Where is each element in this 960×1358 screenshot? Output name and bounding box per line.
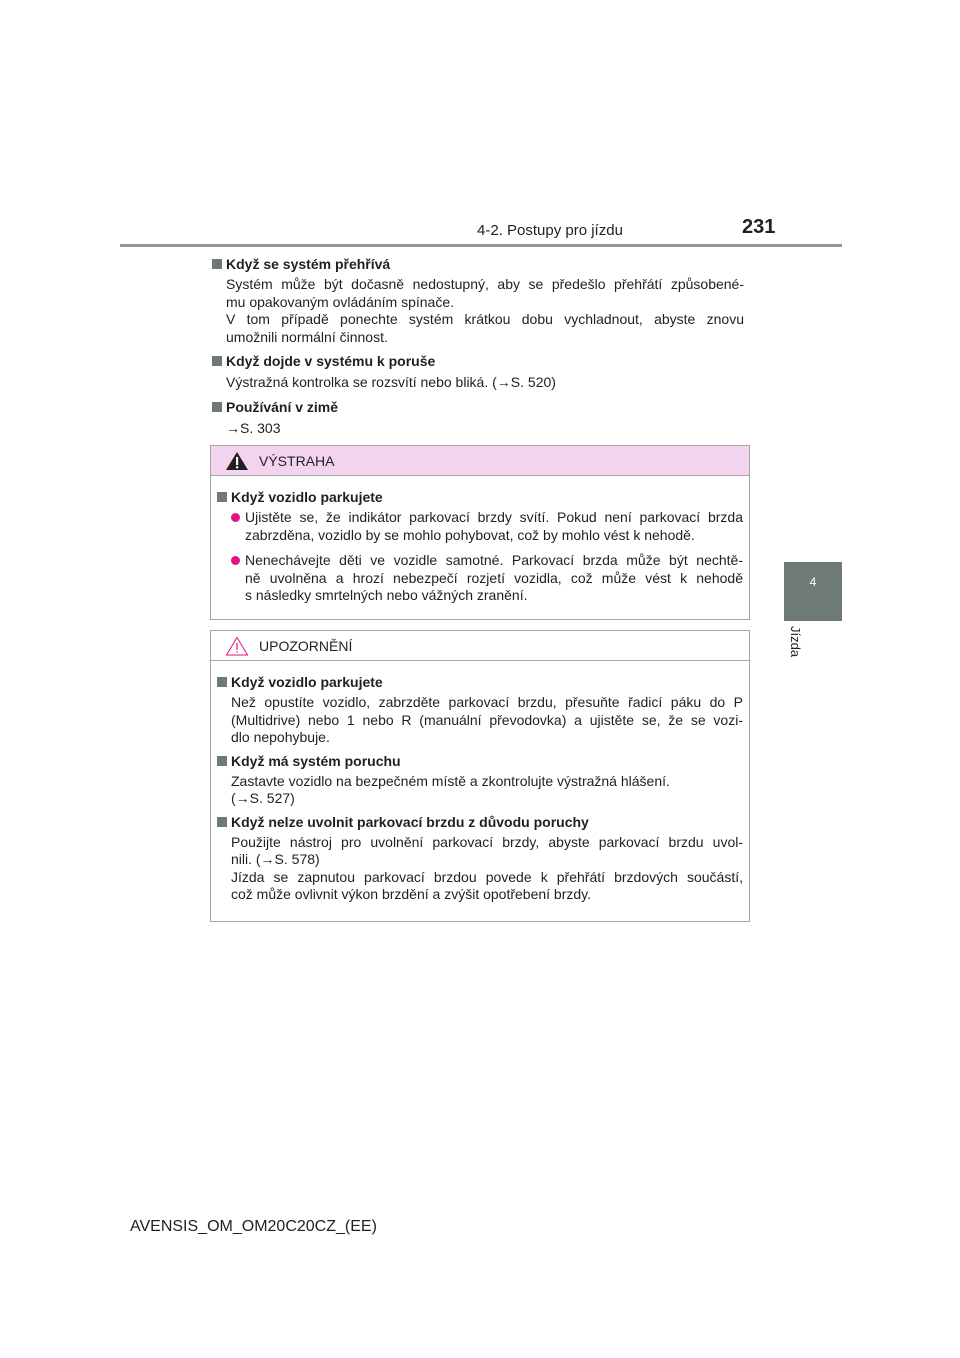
- square-bullet-icon: [212, 356, 222, 366]
- section-heading: Používání v zimě: [212, 397, 744, 417]
- section-heading: Když se systém přehřívá: [212, 254, 744, 274]
- square-bullet-icon: [212, 259, 222, 269]
- list-item: Ujistěte se, že indikátor parkovací brzdy svítí. Pokud není parkovací brzda zabrzděna, vozidlo by se mohlo pohybovat, což by mohlo vést k nehodě.: [231, 509, 743, 544]
- square-bullet-icon: [212, 402, 222, 412]
- document-code: AVENSIS_OM_OM20C20CZ_(EE): [130, 1218, 377, 1235]
- square-bullet-icon: [217, 756, 227, 766]
- caution-box: [210, 630, 750, 922]
- square-bullet-icon: [217, 677, 227, 687]
- warning-body: [211, 476, 749, 605]
- bullet-dot-icon: [231, 513, 240, 522]
- paragraph: Výstražná kontrolka se rozsvítí nebo bliká. (→S. 520): [226, 374, 556, 390]
- paragraph: →S. 303: [226, 419, 281, 436]
- paragraph: Systém může být dočasně nedostupný, aby se předešlo přehřátí způsobené- mu opakovaným ovládáním spínače. V tom případě ponechte systém krátkou dobu vychladnout, abyste znovu umožnili normální činnost.: [226, 276, 744, 345]
- header-divider: [120, 244, 842, 247]
- bullet-dot-icon: [231, 556, 240, 565]
- warning-header: VÝSTRAHA: [211, 446, 749, 476]
- section-heading: Když dojde v systému k poruše: [212, 351, 744, 371]
- caution-triangle-icon: [225, 636, 249, 656]
- list-item: Nenechávejte děti ve vozidle samotné. Parkovací brzda může být nechtě- ně uvolněna a hrozí nebezpečí rozjetí vozidla, což může vést k nehodě s následky smrtelných nebo vážných zranění.: [231, 552, 743, 605]
- section-heading: Když vozidlo parkujete: [217, 487, 743, 507]
- paragraph: Zastavte vozidlo na bezpečném místě a zkontrolujte výstražná hlášení. (→S. 527): [231, 772, 670, 806]
- warning-triangle-icon: [225, 451, 249, 471]
- chapter-number: 4: [809, 575, 817, 589]
- section-heading: Když má systém poruchu: [217, 751, 743, 771]
- warning-box: [210, 445, 750, 620]
- chapter-tab: [784, 562, 842, 621]
- section-heading: Když vozidlo parkujete: [217, 672, 743, 692]
- page-number: 231: [742, 216, 776, 238]
- main-text: [212, 254, 744, 437]
- caution-header: UPOZORNĚNÍ: [211, 631, 749, 661]
- paragraph: Použijte nástroj pro uvolnění parkovací brzdy, abyste parkovací brzdu uvol- nili. (→S. 578) Jízda se zapnutou parkovací brzdou povede k přehřátí brzdových součástí, což může ovlivnit výkon brzdění a zvýšit opotřebení brzdy.: [231, 833, 743, 902]
- paragraph: Než opustíte vozidlo, zabrzděte parkovací brzdu, přesuňte řadicí páku do P (Multidrive) nebo 1 nebo R (manuální převodovka) a ujistěte se, že se vozi- dlo nepohybuje.: [231, 694, 743, 745]
- square-bullet-icon: [217, 817, 227, 827]
- caution-body: [211, 661, 749, 904]
- square-bullet-icon: [217, 492, 227, 502]
- section-heading: Když nelze uvolnit parkovací brzdu z důvodu poruchy: [217, 812, 743, 832]
- section-title: 4-2. Postupy pro jízdu: [477, 222, 623, 239]
- chapter-label: Jízda: [788, 626, 803, 658]
